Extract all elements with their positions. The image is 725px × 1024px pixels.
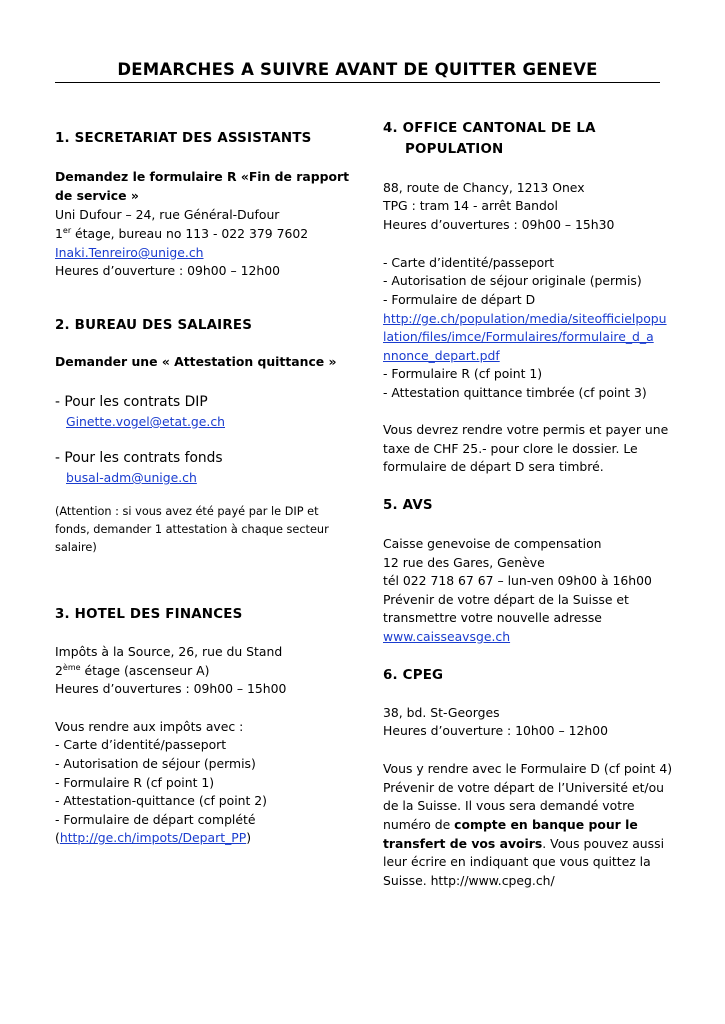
s5-line: 12 rue des Gares, Genève <box>383 555 545 570</box>
s3-item: - Autorisation de séjour (permis) <box>55 756 256 771</box>
s6-paragraph-line: Prévenir de votre départ de l’Université et/ou <box>383 780 665 795</box>
s4-link-line-2[interactable]: lation/files/imce/Formulaires/formulaire_d_a <box>383 329 654 344</box>
s1-email-link[interactable]: Inaki.Tenreiro@unige.ch <box>55 245 204 260</box>
section-3-heading: 3. HOTEL DES FINANCES <box>55 607 243 622</box>
s4-paragraph-line-2: taxe de CHF 25.- pour clore le dossier. Le <box>383 441 638 456</box>
s4-item: - Attestation quittance timbrée (cf point 3) <box>383 385 647 400</box>
s2-note-line-2: fonds, demander 1 attestation à chaque secteur <box>55 523 329 536</box>
section-6-heading: 6. CPEG <box>383 668 444 683</box>
s4-paragraph-line-3: formulaire de départ D sera timbré. <box>383 459 604 474</box>
s4-tpg: TPG : tram 14 - arrêt Bandol <box>383 198 558 213</box>
page-title: DEMARCHES A SUIVRE AVANT DE QUITTER GENEVE <box>55 60 660 83</box>
s3-floor: 2ème étage (ascenseur A) <box>55 662 210 678</box>
s6-paragraph-line: leur écrire en indiquant que vous quittez la <box>383 854 651 869</box>
s4-hours: Heures d’ouvertures : 09h00 – 15h30 <box>383 217 615 232</box>
s6-paragraph-line: Suisse. http://www.cpeg.ch/ <box>383 873 555 888</box>
section-2-heading: 2. BUREAU DES SALAIRES <box>55 318 253 333</box>
s4-link-line-3[interactable]: nnonce_depart.pdf <box>383 348 500 363</box>
s1-request-line-2: de service » <box>55 188 139 203</box>
s2-dip-email-link[interactable]: Ginette.vogel@etat.ge.ch <box>66 414 225 429</box>
s3-intro: Vous rendre aux impôts avec : <box>55 719 244 734</box>
s4-paragraph-line-1: Vous devrez rendre votre permis et payer une <box>383 422 669 437</box>
s1-request-line-1: Demandez le formulaire R «Fin de rapport <box>55 169 350 184</box>
s4-item: - Carte d’identité/passeport <box>383 255 555 270</box>
section-4-heading-line-2: POPULATION <box>405 142 504 157</box>
s2-note-line-1: (Attention : si vous avez été payé par le DIP et <box>55 505 319 518</box>
s6-paragraph-line: de la Suisse. Il vous sera demandé votre <box>383 798 635 813</box>
section-4-heading-line-1: 4. OFFICE CANTONAL DE LA <box>383 121 596 136</box>
s5-line: Caisse genevoise de compensation <box>383 536 602 551</box>
s2-request: Demander une « Attestation quittance » <box>55 354 337 369</box>
s3-address: Impôts à la Source, 26, rue du Stand <box>55 644 283 659</box>
s2-fonds: - Pour les contrats fonds <box>55 450 223 466</box>
s4-item: - Autorisation de séjour originale (permis) <box>383 273 642 288</box>
s6-paragraph-line: Vous y rendre avec le Formulaire D (cf point 4) <box>383 761 673 776</box>
s1-hours: Heures d’ouverture : 09h00 – 12h00 <box>55 263 280 278</box>
section-1-heading: 1. SECRETARIAT DES ASSISTANTS <box>55 131 312 146</box>
s6-hours: Heures d’ouverture : 10h00 – 12h00 <box>383 723 608 738</box>
s4-address: 88, route de Chancy, 1213 Onex <box>383 180 585 195</box>
s3-item: - Carte d’identité/passeport <box>55 737 227 752</box>
s3-impots-link[interactable]: http://ge.ch/impots/Depart_PP <box>59 830 247 845</box>
s3-hours: Heures d’ouvertures : 09h00 – 15h00 <box>55 681 287 696</box>
s6-paragraph-line: transfert de vos avoirs. Vous pouvez aussi <box>383 836 665 851</box>
s3-item: - Formulaire R (cf point 1) <box>55 775 215 790</box>
s1-floor: 1er étage, bureau no 113 - 022 379 7602 <box>55 225 309 241</box>
s2-note-line-3: salaire) <box>55 541 97 554</box>
s5-line: transmettre votre nouvelle adresse <box>383 610 602 625</box>
s2-dip: - Pour les contrats DIP <box>55 394 208 410</box>
s3-item: - Attestation-quittance (cf point 2) <box>55 793 268 808</box>
s4-item: - Formulaire de départ D <box>383 292 536 307</box>
s3-link-line: (http://ge.ch/impots/Depart_PP) <box>55 830 252 845</box>
s4-item: - Formulaire R (cf point 1) <box>383 366 543 381</box>
s1-address: Uni Dufour – 24, rue Général-Dufour <box>55 207 280 222</box>
s4-link-line-1[interactable]: http://ge.ch/population/media/siteofficielpopu <box>383 311 667 326</box>
s5-avs-link[interactable]: www.caisseavsge.ch <box>383 629 511 644</box>
s2-fonds-email-link[interactable]: busal-adm@unige.ch <box>66 470 197 485</box>
s5-line: Prévenir de votre départ de la Suisse et <box>383 592 629 607</box>
s6-paragraph-line: numéro de compte en banque pour le <box>383 817 638 832</box>
s6-address: 38, bd. St-Georges <box>383 705 500 720</box>
s3-item: - Formulaire de départ complété <box>55 812 256 827</box>
s5-line: tél 022 718 67 67 – lun-ven 09h00 à 16h00 <box>383 573 652 588</box>
section-5-heading: 5. AVS <box>383 498 433 513</box>
